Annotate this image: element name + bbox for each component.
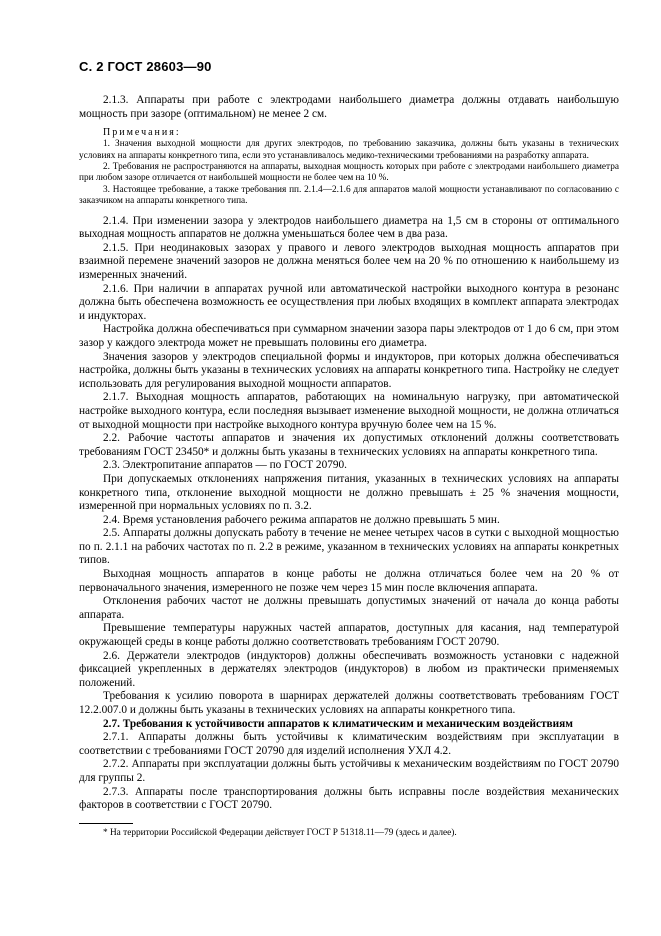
paragraph: 2.2. Рабочие частоты аппаратов и значения их допустимых отклонений должны соответствовать требованиям ГОСТ 23450* и должны быть указаны в технических условиях на аппараты конкретного типа. (79, 432, 619, 458)
paragraph: Выходная мощность аппаратов в конце работы не должна отличаться более чем на 20 % от первоначального значения, измеренного не позже чем через 15 мин после включения аппарата. (79, 568, 619, 594)
paragraph: 2.1.7. Выходная мощность аппаратов, работающих на номинальную нагрузку, при автоматической настройке выходного контура, если последняя вызывает изменение выходной мощности, не должна отличаться от выходной мощности при настройке выходного контура вручную более чем на 15 %. (79, 391, 619, 431)
note-paragraph: Примечания: (103, 127, 181, 139)
document-body (79, 94, 619, 813)
paragraph: 2.7.2. Аппараты при эксплуатации должны быть устойчивы к механическим воздействиям по ГОСТ 20790 для группы 2. (79, 758, 619, 784)
paragraph: 2.7. Требования к устойчивости аппаратов к климатическим и механическим воздействиям (103, 717, 573, 730)
paragraph: 2.1.6. При наличии в аппаратах ручной или автоматической настройки выходного контура в резонанс должна быть обеспечена возможность ее осуществления при любых входящих в комплект аппарата электродах и индукторах. (79, 282, 619, 322)
footnote: * На территории Российской Федерации действует ГОСТ Р 51318.11—79 (здесь и далее). (103, 827, 457, 838)
paragraph: 2.1.5. При неодинаковых зазорах у правого и левого электродов выходная мощность аппаратов при взаимной перемене значений зазоров не должна меняться более чем на 20 % по отношению к наибольшему из измеренных значений. (79, 241, 619, 281)
paragraph: 2.4. Время установления рабочего режима аппаратов не должно превышать 5 мин. (103, 513, 500, 526)
paragraph: 2.1.4. При изменении зазора у электродов наибольшего диаметра на 1,5 см в стороны от оптимального выходная мощность аппаратов не должна уменьшаться более чем в два раза. (79, 214, 619, 241)
paragraph: 2.7.3. Аппараты после транспортирования должны быть исправны после воздействия механических факторов в соответствии с ГОСТ 20790. (79, 785, 619, 812)
paragraph: Отклонения рабочих частот не должны превышать допустимых значений от начала до конца работы аппарата. (79, 595, 619, 621)
paragraph: Настройка должна обеспечиваться при суммарном значении зазора пары электродов от 1 до 6 см, при этом зазор у каждого электрода может не превышать половины его диаметра. (79, 323, 619, 349)
paragraph: Превышение температуры наружных частей аппаратов, доступных для касания, над температурой окружающей среды в конце работы должно соответствовать требованиям ГОСТ 20790. (79, 622, 619, 649)
note-paragraph: 2. Требования не распространяются на аппараты, выходная мощность которых при работе с электродами наибольшего диаметра при любом зазоре отличается от наибольшей мощности не более чем на 10 %. (79, 162, 619, 184)
footnote-block (79, 828, 619, 839)
paragraph: 2.1.3. Аппараты при работе с электродами наибольшего диаметра должны отдавать наибольшую мощность при зазоре (оптимальном) не менее 2 см. (79, 94, 619, 120)
paragraph: 2.3. Электропитание аппаратов — по ГОСТ 20790. (103, 459, 347, 472)
note-paragraph: 1. Значения выходной мощности для других электродов, по требованию заказчика, должны быть указаны в технических условиях на аппараты конкретного типа, если это устанавливалось медико-техническими требованиями на разработку аппарата. (79, 139, 619, 161)
note-paragraph: 3. Настоящее требование, а также требования пп. 2.1.4—2.1.6 для аппаратов малой мощности устанавливают по согласованию с заказчиком на аппараты конкретного типа. (79, 184, 619, 207)
paragraph: При допускаемых отклонениях напряжения питания, указанных в технических условиях на аппараты конкретного типа, отклонение выходной мощности не должно превышать ± 25 % значения мощности, измеренной при нормальных условиях по п. 3.2. (79, 472, 619, 513)
document-page (79, 59, 619, 839)
paragraph: Значения зазоров у электродов специальной формы и индукторов, при которых должна обеспечиваться настройка, должны быть указаны в технических условиях на аппараты конкретного типа. Настройку не следует использовать для регулирования выходной мощности аппаратов. (79, 350, 619, 390)
footnote-divider (79, 823, 133, 824)
page-header: С. 2 ГОСТ 28603—90 (79, 59, 212, 74)
paragraph: 2.6. Держатели электродов (индукторов) должны обеспечивать возможность установки с надежной фиксацией укрепленных в держателях электродов (индукторов) в любом из практически применяемых положений. (79, 649, 619, 689)
paragraph: 2.7.1. Аппараты должны быть устойчивы к климатическим воздействиям при эксплуатации в соответствии с требованиями ГОСТ 20790 для изделий исполнения УХЛ 4.2. (79, 731, 619, 757)
paragraph: 2.5. Аппараты должны допускать работу в течение не менее четырех часов в сутки с выходной мощностью по п. 2.1.1 на рабочих частотах по п. 2.2 в режиме, указанном в технических условиях на аппараты конкретных типов. (79, 527, 619, 567)
paragraph: Требования к усилию поворота в шарнирах держателей должны соответствовать требованиям ГОСТ 12.2.007.0 и должны быть указаны в технических условиях на аппараты конкретного типа. (79, 690, 619, 716)
